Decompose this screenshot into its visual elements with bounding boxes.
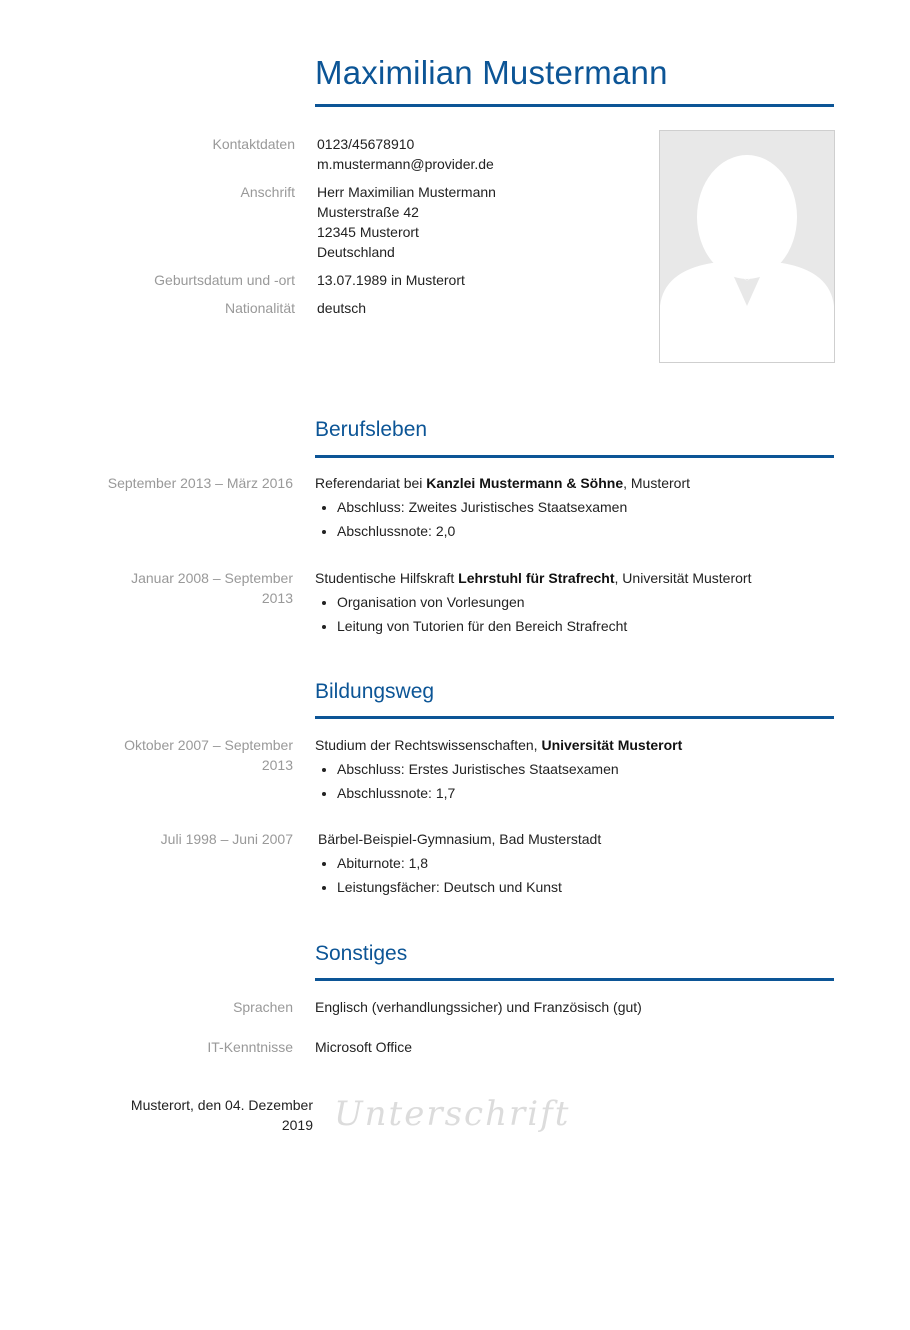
section-rule (315, 716, 834, 719)
avatar-silhouette-icon (660, 131, 834, 362)
section-title-bildungsweg: Bildungsweg (315, 680, 435, 703)
birth-label: Geburtsdatum und -ort (154, 272, 295, 288)
entry-date-line: 2013 (261, 590, 293, 606)
languages-value: Englisch (verhandlungssicher) und Französisch (gut) (315, 999, 642, 1015)
section-title-berufsleben: Berufsleben (315, 418, 428, 441)
list-item: • Abschluss: Zweites Juristisches Staatsexamen (337, 495, 834, 519)
profile-photo-placeholder (659, 130, 835, 363)
entry-date: Juli 1998 – Juni 2007 (160, 831, 293, 847)
address-label: Anschrift (240, 184, 295, 200)
entry-date: September 2013 – März 2016 (107, 475, 293, 491)
list-item: • Abiturnote: 1,8 (337, 851, 837, 875)
entry-text: Studium der Rechtswissenschaften, (315, 737, 542, 753)
it-skills-label: IT-Kenntnisse (207, 1039, 293, 1055)
section-title-sonstiges: Sonstiges (315, 942, 408, 965)
nationality-value: deutsch (317, 300, 367, 316)
email-address[interactable]: m.mustermann@provider.de (317, 156, 494, 172)
signature: Unterschrift (334, 1094, 571, 1134)
entry-text: Referendariat bei (315, 475, 427, 491)
entry-date-line: Oktober 2007 – September (124, 737, 293, 753)
address-values (317, 182, 496, 262)
institution-name: Universität Musterort (541, 737, 683, 753)
entry-date-line: Januar 2008 – September (131, 570, 293, 586)
header-rule (315, 104, 834, 107)
job-entry (315, 568, 834, 638)
job-entry (315, 473, 834, 543)
address-line: Musterstraße 42 (317, 204, 419, 220)
place-date-line: Musterort, den 04. Dezember (130, 1097, 313, 1113)
education-entry (318, 829, 837, 899)
birth-value: 13.07.1989 in Musterort (317, 272, 465, 288)
address-line: Herr Maximilian Mustermann (317, 184, 496, 200)
entry-text: Studentische Hilfskraft (315, 570, 459, 586)
entry-text: Bärbel-Beispiel-Gymnasium, Bad Musterstadt (318, 831, 602, 847)
entry-text: , Universität Musterort (614, 570, 752, 586)
list-item: • Abschlussnote: 1,7 (337, 781, 834, 805)
entry-date (73, 735, 293, 775)
list-item: • Organisation von Vorlesungen (337, 590, 834, 614)
cv-name: Maximilian Mustermann (315, 54, 668, 91)
it-skills-value: Microsoft Office (315, 1039, 412, 1055)
entry-text: , Musterort (623, 475, 691, 491)
entry-date (73, 568, 293, 608)
list-item: • Abschluss: Erstes Juristisches Staatsexamen (337, 757, 834, 781)
education-entry (315, 735, 834, 805)
employer-name: Lehrstuhl für Strafrecht (458, 570, 615, 586)
list-item: • Leistungsfächer: Deutsch und Kunst (337, 875, 837, 899)
phone-number: 0123/45678910 (317, 136, 415, 152)
nationality-label: Nationalität (224, 300, 295, 316)
section-rule (315, 455, 834, 458)
address-line: Deutschland (317, 244, 395, 260)
list-item: • Leitung von Tutorien für den Bereich Strafrecht (337, 614, 834, 638)
section-rule (315, 978, 834, 981)
entry-date-line: 2013 (261, 757, 293, 773)
place-date (93, 1095, 313, 1135)
address-line: 12345 Musterort (317, 224, 419, 240)
contact-label: Kontaktdaten (212, 136, 295, 152)
employer-name: Kanzlei Mustermann & Söhne (426, 475, 624, 491)
languages-label: Sprachen (233, 999, 293, 1015)
contact-values (317, 134, 494, 174)
list-item: • Abschlussnote: 2,0 (337, 519, 834, 543)
place-date-line: 2019 (281, 1117, 313, 1133)
